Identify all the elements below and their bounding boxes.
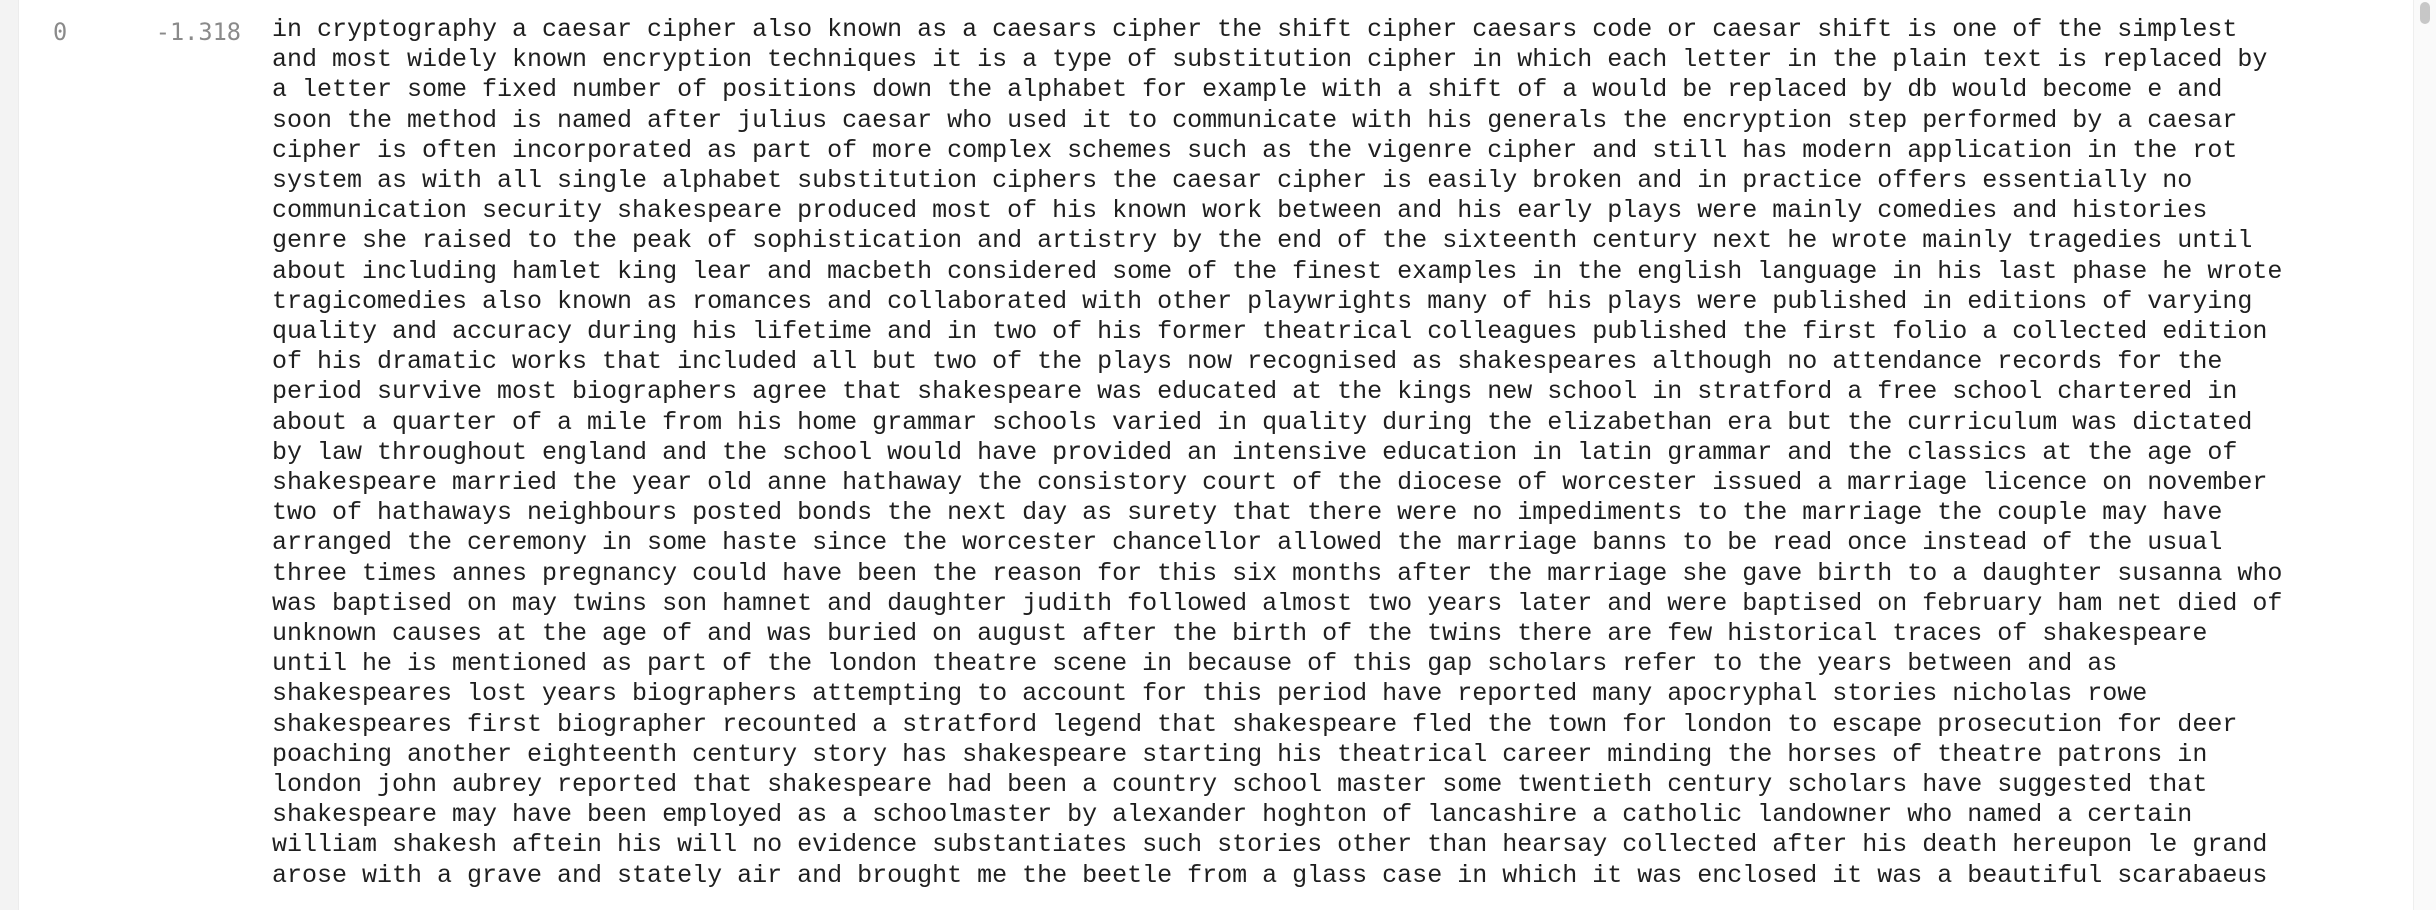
text-line: about including hamlet king lear and macbeth considered some of the finest examples in the english language in his last phase he wrote — [272, 256, 2283, 286]
text-line: unknown causes at the age of and was buried on august after the birth of the twins there are few historical traces of shakespeare — [272, 619, 2208, 649]
table-row — [19, 0, 2429, 910]
text-line: about a quarter of a mile from his home grammar schools varied in quality during the elizabethan era but the curriculum was dictated — [272, 407, 2253, 437]
text-line: of his dramatic works that included all but two of the plays now recognised as shakespeares although no attendance records for the — [272, 347, 2223, 377]
text-line: period survive most biographers agree that shakespeare was educated at the kings new school in stratford a free school chartered in — [272, 377, 2238, 407]
left-gutter — [0, 0, 19, 910]
text-line: was baptised on may twins son hamnet and daughter judith followed almost two years later and were baptised on february ham net died of — [272, 588, 2283, 618]
text-line: cipher is often incorporated as part of more complex schemes such as the vigenre cipher and still has modern application in the rot — [272, 135, 2238, 165]
text-line: shakespeares first biographer recounted a stratford legend that shakespeare fled the town for london to escape prosecution for deer — [272, 709, 2238, 739]
text-line: arose with a grave and stately air and brought me the beetle from a glass case in which it was enclosed it was a beautiful scarabaeus — [272, 860, 2268, 890]
text-line: quality and accuracy during his lifetime and in two of his former theatrical colleagues published the first folio a collected edition — [272, 317, 2268, 347]
text-line: shakespeare married the year old anne hathaway the consistory court of the diocese of worcester issued a marriage licence on november — [272, 468, 2268, 498]
text-line: soon the method is named after julius caesar who used it to communicate with his generals the encryption step performed by a caesar — [272, 105, 2238, 135]
text-line: genre she raised to the peak of sophistication and artistry by the end of the sixteenth century next he wrote mainly tragedies until — [272, 226, 2253, 256]
text-line: communication security shakespeare produced most of his known work between and his early plays were mainly comedies and histories — [272, 196, 2208, 226]
row-score: -1.318 — [155, 18, 241, 46]
text-line: shakespeares lost years biographers attempting to account for this period have reported many apocryphal stories nicholas rowe — [272, 679, 2148, 709]
text-line: system as with all single alphabet substitution ciphers the caesar cipher is easily broken and in practice offers essentially no — [272, 166, 2193, 196]
text-line: arranged the ceremony in some haste since the worcester chancellor allowed the marriage banns to be read once instead of the usual — [272, 528, 2223, 558]
text-line: william shakesh aftein his will no evidence substantiates such stories other than hearsay collected after his death hereupon le grand — [272, 830, 2268, 860]
text-line: a letter some fixed number of positions down the alphabet for example with a shift of a would be replaced by db would become e and — [272, 75, 2223, 105]
vertical-scrollbar[interactable] — [2413, 0, 2436, 910]
row-index: 0 — [53, 18, 68, 46]
text-line: by law throughout england and the school would have provided an intensive education in latin grammar and the classics at the age of — [272, 437, 2238, 467]
text-line: in cryptography a caesar cipher also known as a caesars cipher the shift cipher caesars code or caesar shift is one of the simplest — [272, 15, 2238, 44]
text-line: shakespeare may have been employed as a schoolmaster by alexander hoghton of lancashire a catholic landowner who named a certain — [272, 800, 2193, 830]
text-line: tragicomedies also known as romances and collaborated with other playwrights many of his plays were published in editions of varying — [272, 286, 2253, 316]
content-pane — [19, 0, 2436, 910]
text-line: and most widely known encryption techniques it is a type of substitution cipher in which each letter in the plain text is replaced by — [272, 45, 2268, 75]
text-line: london john aubrey reported that shakespeare had been a country school master some twentieth century scholars have suggested that — [272, 770, 2208, 800]
row-text — [272, 15, 2282, 891]
text-line: two of hathaways neighbours posted bonds the next day as surety that there were no impediments to the marriage the couple may have — [272, 498, 2223, 528]
text-line: poaching another eighteenth century story has shakespeare starting his theatrical career minding the horses of theatre patrons in — [272, 739, 2208, 769]
text-line: until he is mentioned as part of the london theatre scene in because of this gap scholars refer to the years between and as — [272, 649, 2118, 679]
scrollbar-thumb[interactable] — [2420, 2, 2430, 24]
text-line: three times annes pregnancy could have been the reason for this six months after the marriage she gave birth to a daughter susanna who — [272, 558, 2283, 588]
